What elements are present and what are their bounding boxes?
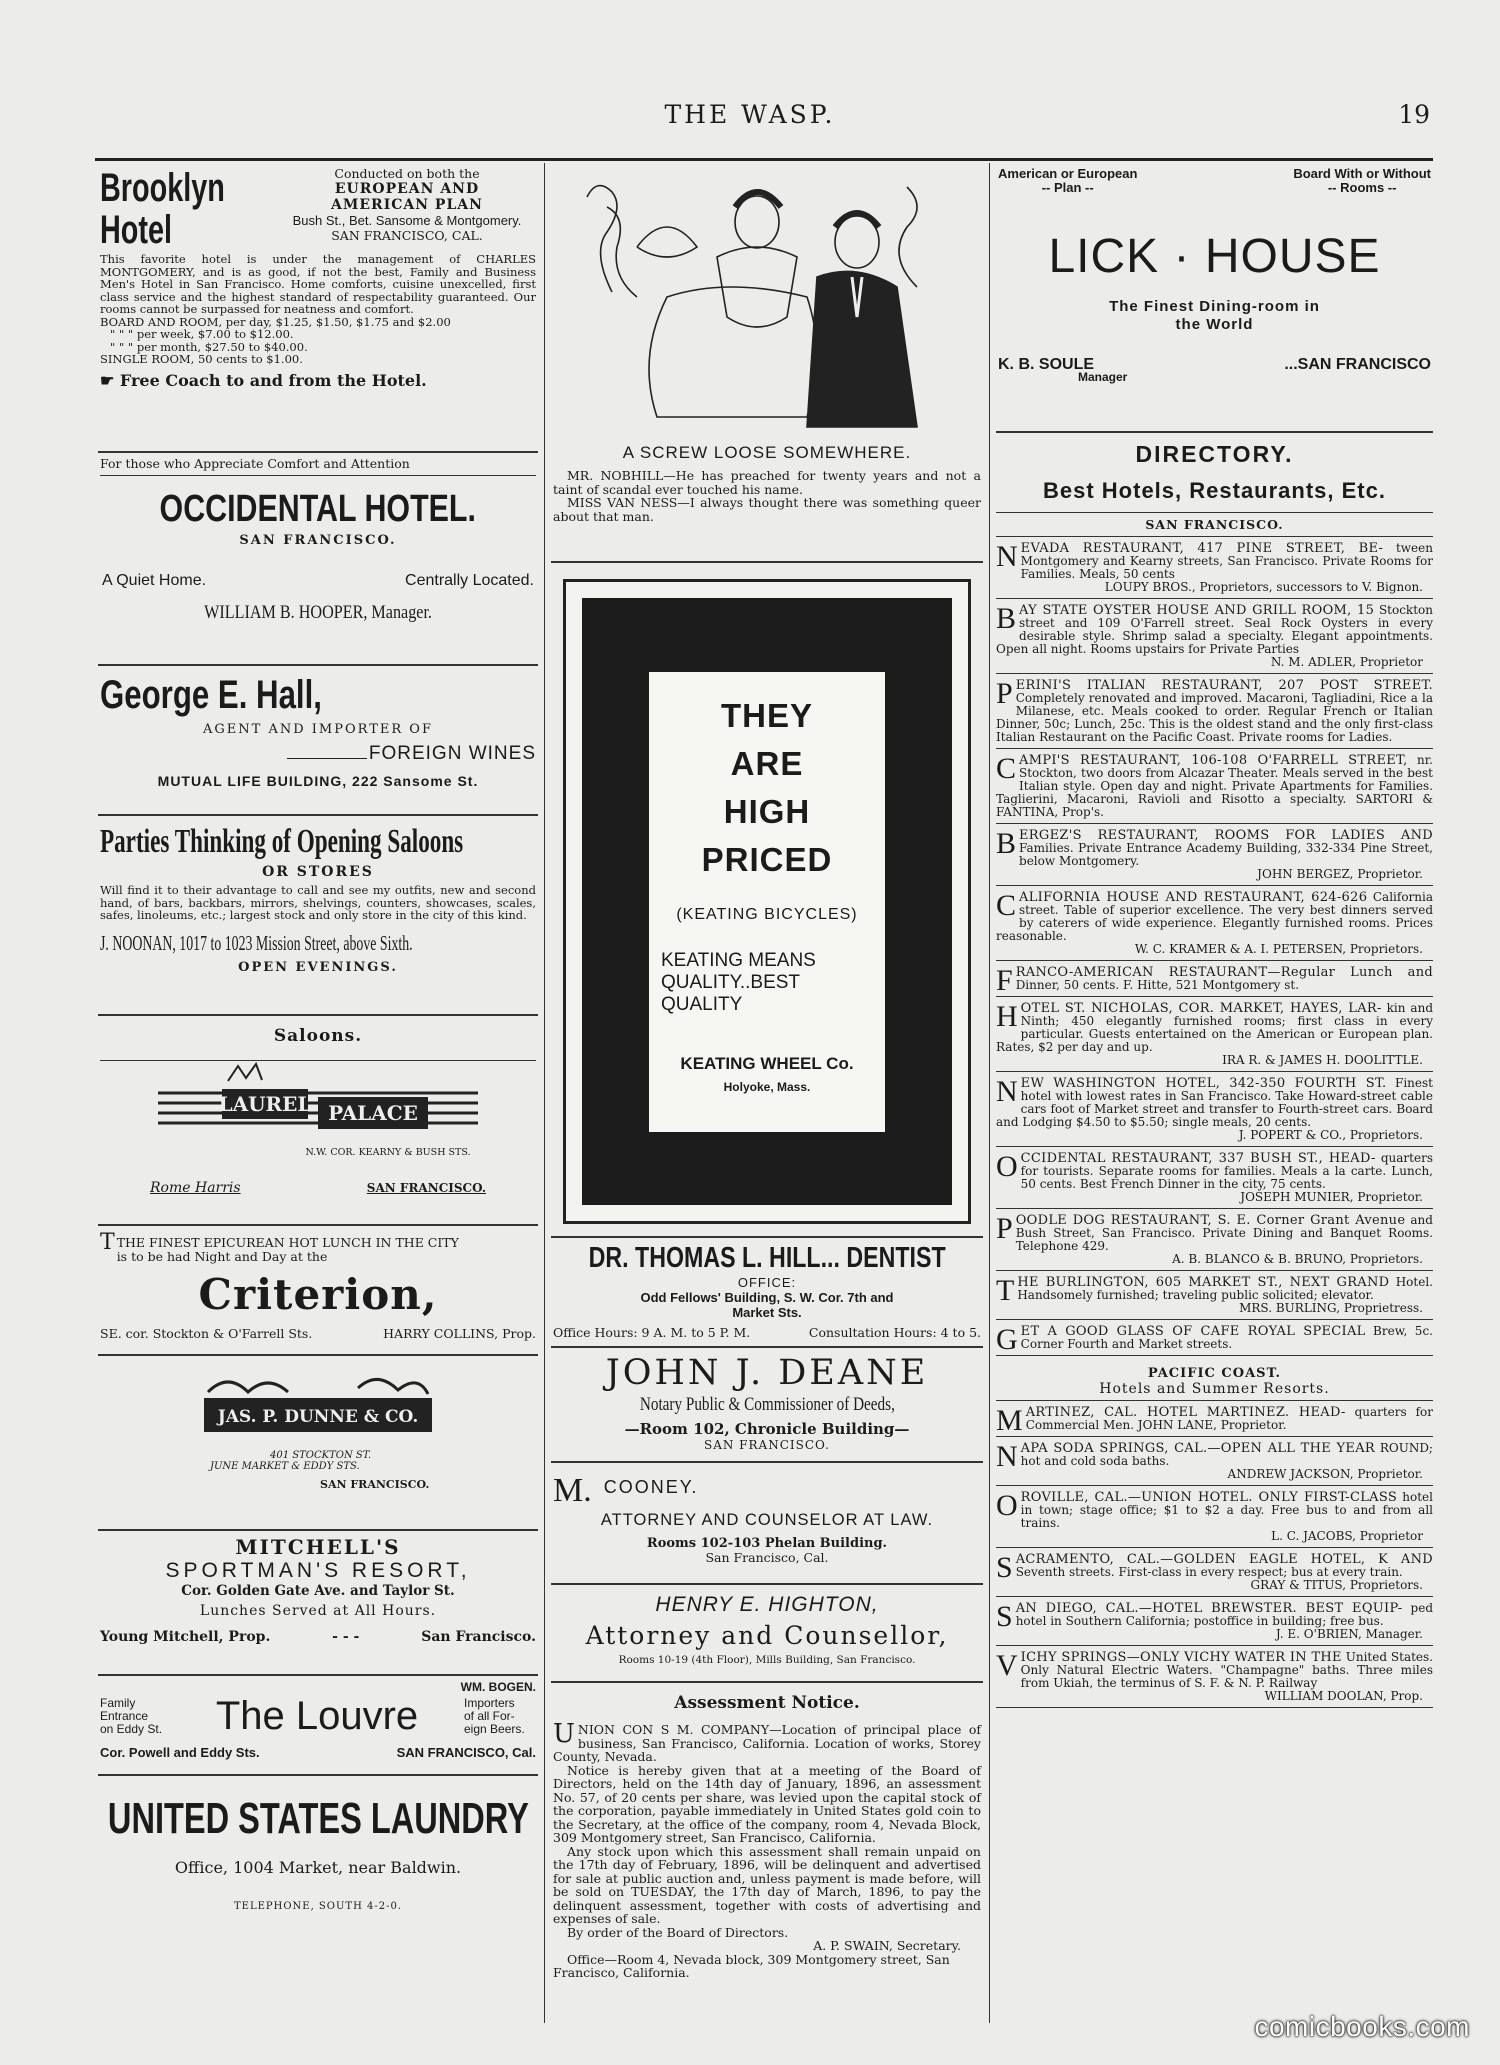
keating-are: ARE xyxy=(730,744,804,782)
entry-text: hotel in town; stage office; $1 to $2 a day. Free bus to and from all trains. xyxy=(1020,1490,1433,1530)
cartoon-caption: A SCREW LOOSE SOMEWHERE. xyxy=(622,443,912,462)
us-laundry-ad xyxy=(98,1776,538,1936)
directory-pacific-heading: PACIFIC COAST. xyxy=(1147,1366,1282,1381)
dropcap: O xyxy=(996,1489,1018,1522)
mitchells-resort-ad xyxy=(98,1531,538,1676)
entry-signature: A. B. BLANCO & B. BRUNO, Proprietors. xyxy=(1172,1252,1423,1266)
keating-means: QUALITY xyxy=(661,993,743,1015)
lick-house-ad xyxy=(996,163,1433,433)
sf-directory-list xyxy=(996,537,1433,1356)
assessment-notice xyxy=(551,1683,983,1986)
highton-rooms: Rooms 10-19 (4th Floor), Mills Building, San Francisco. xyxy=(618,1654,916,1666)
criterion-line1: THE FINEST EPICUREAN HOT LUNCH IN THE CITY xyxy=(116,1235,459,1250)
laundry-name: UNITED STATES LAUNDRY xyxy=(107,1794,529,1843)
hill-building: Market Sts. xyxy=(732,1305,802,1320)
dropcap: M xyxy=(996,1404,1023,1437)
entry-signature: W. C. KRAMER & A. I. PETERSEN, Proprietors. xyxy=(1134,942,1423,956)
dunne-name: JAS. P. DUNNE & CO. xyxy=(217,1407,419,1427)
decorative-rule: — xyxy=(894,1420,910,1438)
directory-entry xyxy=(996,599,1433,674)
keating-high: HIGH xyxy=(723,792,811,830)
directory-entry xyxy=(996,1072,1433,1147)
assessment-heading: Assessment Notice. xyxy=(674,1693,860,1713)
criterion-address: SE. cor. Stockton & O'Farrell Sts. xyxy=(100,1326,313,1341)
page-header xyxy=(0,100,1500,140)
highton-title: Attorney and Counsellor, xyxy=(585,1621,949,1650)
lick-dining: the World xyxy=(1175,316,1254,333)
entry-lead: AMPI'S RESTAURANT, 106-108 O'FARRELL STREET, xyxy=(1019,753,1408,768)
mitchell-resort: SPORTMAN'S RESORT, xyxy=(165,1559,471,1582)
entry-lead: HE BURLINGTON, 605 MARKET ST., NEXT GRAND xyxy=(1017,1275,1390,1290)
assessment-body: NION CON S M. COMPANY—Location of principal place of business, San Francisco, California. Location of works, Storey County, Nevada. xyxy=(553,1722,981,1764)
left-column xyxy=(98,163,538,2023)
entry-text: tween Montgomery and Kearny streets, San Francisco. Private Rooms for Families. Meals, 50 cents xyxy=(1020,541,1433,581)
entry-signature: J. E. O'BRIEN, Manager. xyxy=(1275,1627,1423,1641)
laurel-palace-ad xyxy=(100,1061,536,1221)
entry-lead: ROVILLE, CAL.—UNION HOTEL. ONLY FIRST-CLASS xyxy=(1020,1490,1398,1505)
noonan-body: Will find it to their advantage to call and see my outfits, new and second hand, of bars, backbars, mirrors, shelvings, counters, showcases, scales, safes, linoleums, etc.; largest stock and only store in the city of this kind. xyxy=(100,883,536,922)
brooklyn-body: This favorite hotel is under the management of CHARLES MONTGOMERY, and is as good, if not the best, Family and Business Men's Hotel in San Francisco. Home comforts, cuisine unexcelled, first class service and the highest standard of respectability guaranteed. Our rooms cannot be surpassed for neatness and comfort. xyxy=(100,252,536,316)
laurel-signature: Rome Harris xyxy=(150,1180,241,1196)
entry-lead: ALIFORNIA HOUSE AND RESTAURANT, 624-626 xyxy=(1019,890,1368,905)
dropcap: H xyxy=(996,1000,1018,1033)
highton-name: HENRY E. HIGHTON, xyxy=(655,1593,879,1616)
deane-name: JOHN J. DEANE xyxy=(605,1353,929,1393)
occidental-quiet: A Quiet Home. xyxy=(102,571,207,589)
entry-lead: ICHY SPRINGS—ONLY VICHY WATER IN THE xyxy=(1020,1650,1342,1665)
dunne-logo xyxy=(198,1370,438,1450)
middle-column xyxy=(551,163,983,2023)
column-divider xyxy=(989,163,990,2023)
entry-text: United States. Only Natural Electric Waters. "Champagne" baths. Three miles from Ukiah, the terminus of S. F. & N. P. Railway xyxy=(1020,1650,1433,1690)
entry-signature: WILLIAM DOOLAN, Prop. xyxy=(1264,1689,1423,1703)
entry-text: Seventh streets. First-class in every respect; bus at every train. xyxy=(1015,1565,1403,1579)
brooklyn-coach: Free Coach to and from the Hotel. xyxy=(119,370,427,390)
dropcap: C xyxy=(996,752,1017,785)
entry-text: ped hotel in Southern California; postoffice in building; free bus. xyxy=(1015,1601,1433,1628)
lick-plan: American or European xyxy=(998,166,1138,181)
noonan-headline: Parties Thinking of Opening Saloons xyxy=(100,823,464,860)
entry-lead: ERGEZ'S RESTAURANT, ROOMS FOR LADIES AND xyxy=(1019,828,1433,843)
noonan-evenings: OPEN EVENINGS. xyxy=(238,959,398,975)
brooklyn-name: Hotel xyxy=(100,208,172,252)
entry-text: Dinner, 50 cents. F. Hitte, 521 Montgomery st. xyxy=(1015,978,1300,992)
louvre-importers: Importers xyxy=(464,1696,515,1710)
entry-signature: IRA R. & JAMES H. DOOLITTLE. xyxy=(1222,1053,1423,1067)
entry-text: Hotel. Handsomely furnished; traveling public solicited; elevator. xyxy=(1017,1275,1433,1302)
dunne-address: 401 STOCKTON ST. xyxy=(270,1450,372,1461)
cooney-title: ATTORNEY AND COUNSELOR AT LAW. xyxy=(600,1511,934,1529)
mitchell-corner: Cor. Golden Gate Ave. and Taylor St. xyxy=(181,1583,455,1599)
louvre-owner: WM. BOGEN. xyxy=(460,1680,536,1694)
occidental-located: Centrally Located. xyxy=(405,571,534,589)
noonan-saloon-outfitters-ad xyxy=(98,816,538,1016)
mitchell-lunches: Lunches Served at All Hours. xyxy=(199,1603,437,1619)
coast-directory-list xyxy=(996,1401,1433,1708)
dropcap: N xyxy=(996,540,1018,573)
keating-company: KEATING WHEEL Co. xyxy=(680,1053,854,1073)
lick-name: LICK · HOUSE xyxy=(1048,230,1381,283)
dr-hill-dentist-ad xyxy=(551,1238,983,1348)
entry-text: Brew, 5c. Corner Fourth and Market streets. xyxy=(1020,1324,1433,1351)
entry-signature: GRAY & TITUS, Proprietors. xyxy=(1250,1578,1423,1592)
brooklyn-conducted: Conducted on both the xyxy=(334,166,480,181)
dropcap: S xyxy=(996,1600,1013,1633)
entry-text: Finest hotel with lowest rates in San Francisco. Take Howard-street cable cars foot of Market street and transfer to Fourth-street cars. Board and Lodging $4.50 to $5.50; single meals, 20 cents. xyxy=(996,1076,1433,1129)
watermark: comicbooks.com xyxy=(1254,2011,1470,2042)
cartoon-dialogue: MISS VAN NESS—I always thought there was something queer about that man. xyxy=(553,495,981,524)
lick-dining: The Finest Dining-room in xyxy=(1109,298,1320,315)
directory-sf-heading: SAN FRANCISCO. xyxy=(996,512,1433,537)
deane-title: Notary Public & Commissioner of Deeds, xyxy=(639,1394,895,1415)
assessment-body: Any stock upon which this assessment shall remain unpaid on the 17th day of February, 1896, will be delinquent and advertised for sale at public auction and, unless payment is made before, will be sold on TUESDAY, the 17th day of March, 1896, to pay the delinquent assessment, together with costs of advertising and expenses of sale. xyxy=(553,1843,981,1926)
saloons-section xyxy=(98,1016,538,1226)
keating-bicycles-ad xyxy=(551,563,983,1238)
noonan-or-stores: OR STORES xyxy=(262,864,374,880)
entry-signature: N. M. ADLER, Proprietor xyxy=(1270,655,1423,669)
hill-office: OFFICE: xyxy=(737,1275,797,1290)
entry-lead: CCIDENTAL RESTAURANT, 337 BUSH ST., HEAD- xyxy=(1020,1151,1376,1166)
entry-text: quarters for tourists. Separate rooms for families. Meals a la carte. Lunch, 50 cents. Best French Dinner in the city, 75 cents. xyxy=(1020,1151,1433,1191)
dunne-address: JUNE MARKET & EDDY STS. xyxy=(210,1461,360,1472)
brooklyn-plan: EUROPEAN AND xyxy=(334,180,480,197)
keating-card xyxy=(649,672,885,1132)
directory-entry xyxy=(996,1147,1433,1209)
louvre-ad xyxy=(98,1676,538,1776)
assessment-office: Office—Room 4, Nevada block, 309 Montgomery street, San Francisco, California. xyxy=(553,1951,950,1980)
dropcap: N xyxy=(996,1075,1018,1108)
entry-signature: L. C. JACOBS, Proprietor xyxy=(1271,1529,1423,1543)
brooklyn-address: Bush St., Bet. Sansome & Montgomery. xyxy=(292,212,522,228)
dropcap: B xyxy=(996,827,1017,860)
cooney-initial: M. xyxy=(553,1472,592,1509)
entry-lead: OTEL ST. NICHOLAS, COR. MARKET, HAYES, LAR- xyxy=(1020,1001,1382,1016)
dropcap: N xyxy=(996,1440,1018,1473)
entry-signature: JOHN BERGEZ, Proprietor. xyxy=(1257,867,1423,881)
entry-text: kin and Ninth; 450 elegantly furnished rooms; first class in every particular. Guests entertained on the American or European plan. Rates, $2 per day and up. xyxy=(996,1001,1433,1054)
header-rule xyxy=(95,158,1433,161)
hill-consult: Consultation Hours: 4 to 5. xyxy=(808,1325,981,1340)
entry-signature: ANDREW JACKSON, Proprietor. xyxy=(1227,1467,1423,1481)
cooney-rooms: Rooms 102-103 Phelan Building. xyxy=(646,1536,888,1551)
highton-attorney-ad xyxy=(551,1585,983,1683)
entry-signature: JOSEPH MUNIER, Proprietor. xyxy=(1240,1190,1423,1204)
lick-manager: K. B. SOULE xyxy=(998,356,1095,373)
hall-wines: FOREIGN WINES xyxy=(368,743,536,764)
lick-rooms: -- Rooms -- xyxy=(1327,180,1397,195)
dropcap: P xyxy=(996,1212,1013,1245)
directory-entry xyxy=(996,886,1433,961)
cooney-attorney-ad xyxy=(551,1463,983,1585)
criterion-prop: HARRY COLLINS, Prop. xyxy=(383,1326,536,1341)
occidental-name: OCCIDENTAL HOTEL. xyxy=(159,487,477,530)
directory-entry xyxy=(996,1271,1433,1320)
louvre-of-all: of all For- xyxy=(464,1709,515,1723)
brooklyn-rates: " " " per month, $27.50 to $40.00. xyxy=(110,339,308,354)
occidental-city: SAN FRANCISCO. xyxy=(239,532,397,548)
occidental-hotel-ad xyxy=(98,453,538,666)
directory-title: DIRECTORY. xyxy=(1135,441,1294,467)
entry-lead: AY STATE OYSTER HOUSE AND GRILL ROOM, 15 xyxy=(1019,603,1375,618)
deane-city: SAN FRANCISCO. xyxy=(703,1438,830,1452)
directory-entry xyxy=(996,824,1433,886)
entry-lead: ARTINEZ, CAL. HOTEL MARTINEZ. HEAD- xyxy=(1025,1405,1346,1420)
dropcap: T xyxy=(100,1230,115,1255)
cartoon-dialogue: MR. NOBHILL—He has preached for twenty years and not a taint of scandal ever touched his name. xyxy=(553,468,981,497)
lick-rooms: Board With or Without xyxy=(1293,166,1431,181)
directory xyxy=(996,441,1433,1708)
noonan-address: J. NOONAN, 1017 to 1023 Mission Street, above Sixth. xyxy=(100,930,413,955)
directory-entry xyxy=(996,537,1433,599)
dropcap: P xyxy=(996,677,1013,710)
deane-notary-ad xyxy=(551,1348,983,1463)
laurel-city: SAN FRANCISCO. xyxy=(366,1181,486,1195)
dropcap: F xyxy=(996,964,1013,997)
laundry-telephone: TELEPHONE, SOUTH 4-2-0. xyxy=(233,1901,403,1912)
brooklyn-plan: AMERICAN PLAN xyxy=(331,196,483,213)
louvre-eddy: on Eddy St. xyxy=(100,1722,163,1736)
criterion-line2: is to be had Night and Day at the xyxy=(116,1248,328,1264)
criterion-ad xyxy=(98,1226,538,1356)
directory-entry xyxy=(996,1209,1433,1271)
mitchell-prop: Young Mitchell, Prop. xyxy=(100,1629,271,1645)
directory-entry xyxy=(996,1320,1433,1356)
louvre-corner: Cor. Powell and Eddy Sts. xyxy=(100,1745,260,1760)
directory-entry xyxy=(996,749,1433,824)
directory-entry xyxy=(996,1597,1433,1646)
hall-name: George E. Hall, xyxy=(100,673,322,717)
entry-signature: MRS. BURLING, Proprietress. xyxy=(1239,1301,1423,1315)
entry-text: and Bush Street, San Francisco. Private Dining and Banquet Rooms. Telephone 429. xyxy=(1015,1213,1433,1253)
cooney-city: San Francisco, Cal. xyxy=(705,1550,829,1565)
entry-lead: AN DIEGO, CAL.—HOTEL BREWSTER. BEST EQUIP- xyxy=(1015,1601,1403,1616)
keating-frame xyxy=(563,579,971,1224)
george-hall-ad xyxy=(98,666,538,816)
dropcap: G xyxy=(996,1323,1018,1356)
entry-text: Completely renovated and improved. Macaroni, Tagliadini, Rice a la Milanese, etc. Meals cooked to order. Regular French or Italian Dinner, 50c; Lunch, 25c. This is the oldest stand and the only first-class Italian Restaurant on the Pacific Coast. Private rooms for Ladies. xyxy=(996,691,1433,744)
brooklyn-hotel-ad xyxy=(98,163,538,453)
laurel-palace-logo xyxy=(158,1061,478,1151)
entry-text: nr. Stockton, two doors from Alcazar Theater. Meals served in the best Italian style. Open day and night. Private Apartments for Families. Taglierini, Macaroni, Ravioli and Risotto a specialty. SARTORI & FANTINA, Prop's. xyxy=(996,753,1433,819)
laurel-word: LAUREL xyxy=(218,1092,312,1116)
louvre-beers: eign Beers. xyxy=(464,1722,525,1736)
running-title: THE WASP. xyxy=(664,100,836,129)
mitchell-city: San Francisco. xyxy=(421,1629,536,1645)
keating-priced: PRICED xyxy=(701,840,833,878)
entry-lead: ERINI'S ITALIAN RESTAURANT, 207 POST STREET. xyxy=(1015,678,1433,693)
decorative-rule xyxy=(287,758,367,759)
mitchell-dashes: - - - xyxy=(332,1629,360,1645)
hill-building: Odd Fellows' Building, S. W. Cor. 7th and xyxy=(640,1290,894,1305)
entry-lead: ET A GOOD GLASS OF CAFE ROYAL SPECIAL xyxy=(1020,1324,1366,1339)
hill-name: DR. THOMAS L. HILL... DENTIST xyxy=(588,1242,946,1274)
keating-means: QUALITY..BEST xyxy=(661,971,801,993)
page-number: 19 xyxy=(1398,100,1430,129)
hall-agent: AGENT AND IMPORTER OF xyxy=(203,722,433,737)
assessment-body: Notice is hereby given that at a meeting of the Board of Directors, held on the 14th day of January, 1896, an assessment No. 57, of 20 cents per share, was levied upon the capital stock of the corporation, payable immediately in United States gold coin to the Secretary, at the office of the company, room 4, Nevada Block, 309 Montgomery street, San Francisco, California. xyxy=(553,1762,981,1845)
directory-entry xyxy=(996,997,1433,1072)
dropcap: B xyxy=(996,602,1017,635)
entry-signature: J. POPERT & CO., Proprietors. xyxy=(1238,1128,1423,1142)
dropcap: T xyxy=(996,1274,1015,1307)
criterion-name: Criterion, xyxy=(198,1270,438,1319)
dunne-city: SAN FRANCISCO. xyxy=(320,1478,430,1491)
hill-hours: Office Hours: 9 A. M. to 5 P. M. xyxy=(553,1325,751,1340)
louvre-name: The Louvre xyxy=(215,1694,419,1738)
laundry-office: Office, 1004 Market, near Baldwin. xyxy=(174,1858,462,1877)
hall-building: MUTUAL LIFE BUILDING, 222 Sansome St. xyxy=(157,773,479,789)
brooklyn-rates: " " " per week, $7.00 to $12.00. xyxy=(110,327,294,341)
brooklyn-rates: SINGLE ROOM, 50 cents to $1.00. xyxy=(100,352,303,366)
laurel-address: N.W. COR. KEARNY & BUSH STS. xyxy=(305,1147,471,1158)
keating-they: THEY xyxy=(720,696,813,734)
saloons-heading: Saloons. xyxy=(100,1020,536,1061)
right-column xyxy=(996,163,1433,2023)
brooklyn-city: SAN FRANCISCO, CAL. xyxy=(331,227,483,243)
brooklyn-rates: BOARD AND ROOM, per day, $1.25, $1.50, $1.75 and $2.00 xyxy=(100,314,451,329)
directory-entry xyxy=(996,1486,1433,1548)
entry-text: quarters for Commercial Men. JOHN LANE, Proprietor. xyxy=(1025,1405,1433,1432)
cartoon-section xyxy=(551,163,983,563)
entry-text: ROUND; hot and cold soda baths. xyxy=(1020,1441,1433,1468)
dropcap: O xyxy=(996,1150,1018,1183)
assessment-order: By order of the Board of Directors. xyxy=(567,1924,789,1940)
pointing-hand-icon: ☛ xyxy=(100,370,120,390)
brooklyn-name: Brooklyn xyxy=(100,166,225,210)
mitchell-name: MITCHELL'S xyxy=(235,1535,401,1559)
lick-city: ...SAN FRANCISCO xyxy=(1284,356,1431,373)
louvre-family: Family xyxy=(100,1696,136,1710)
deane-room: Room 102, Chronicle Building xyxy=(639,1420,895,1438)
dunne-ad xyxy=(98,1356,538,1531)
directory-entry xyxy=(996,1437,1433,1486)
dropcap: V xyxy=(996,1649,1018,1682)
entry-signature: LOUPY BROS., Proprietors, successors to V. Bignon. xyxy=(1104,580,1423,594)
palace-word: PALACE xyxy=(328,1101,418,1125)
dropcap: S xyxy=(996,1551,1013,1584)
directory-entry xyxy=(996,1646,1433,1708)
dropcap: U xyxy=(553,1719,575,1749)
occidental-tagline: For those who Appreciate Comfort and Attention xyxy=(100,457,536,476)
occidental-manager: WILLIAM B. HOOPER, Manager. xyxy=(204,601,432,623)
decorative-rule: — xyxy=(624,1420,640,1438)
lick-plan: -- Plan -- xyxy=(1041,180,1094,195)
cooney-name: COONEY. xyxy=(603,1477,699,1497)
louvre-city: SAN FRANCISCO, Cal. xyxy=(396,1745,536,1760)
directory-resorts-heading: Hotels and Summer Resorts. xyxy=(996,1381,1433,1401)
assessment-secretary: A. P. SWAIN, Secretary. xyxy=(813,1938,961,1953)
directory-subtitle: Best Hotels, Restaurants, Etc. xyxy=(1043,478,1386,503)
keating-means: KEATING MEANS xyxy=(661,949,816,971)
directory-entry xyxy=(996,961,1433,997)
keating-location: Holyoke, Mass. xyxy=(723,1079,811,1094)
entry-text: California street. Table of superior excellence. The very best dinners served by caterers of wide experience. Elegantly furnished rooms. Prices reasonable. xyxy=(996,890,1433,943)
entry-text: Families. Private Entrance Academy Building, 332-334 Pine Street, below Montgomery. xyxy=(1019,841,1433,868)
louvre-entrance: Entrance xyxy=(100,1709,149,1723)
entry-lead: EVADA RESTAURANT, 417 PINE STREET, BE- xyxy=(1020,541,1384,556)
directory-entry xyxy=(996,674,1433,749)
entry-lead: EW WASHINGTON HOTEL, 342-350 FOURTH ST. xyxy=(1020,1076,1387,1091)
column-divider xyxy=(544,163,545,2023)
directory-entry xyxy=(996,1401,1433,1437)
keating-bicycles: (KEATING BICYCLES) xyxy=(676,905,858,923)
entry-text: Stockton street and 109 O'Farrell street. Seal Rock Oysters in every desirable style. Shrimp salad a specialty. Elegant appointments. Open all night. Rooms upstairs for Private Parties xyxy=(996,603,1433,656)
lick-manager-title: Manager xyxy=(1078,370,1128,384)
entry-lead: OODLE DOG RESTAURANT, S. E. Corner Grant Avenue xyxy=(1015,1213,1406,1228)
entry-lead: ACRAMENTO, CAL.—GOLDEN EAGLE HOTEL, K AND xyxy=(1015,1552,1433,1567)
directory-entry xyxy=(996,1548,1433,1597)
cartoon-illustration xyxy=(567,167,967,437)
entry-lead: APA SODA SPRINGS, CAL.—OPEN ALL THE YEAR xyxy=(1020,1441,1375,1456)
entry-lead: RANCO-AMERICAN RESTAURANT—Regular Lunch and xyxy=(1015,965,1433,980)
dropcap: C xyxy=(996,889,1017,922)
